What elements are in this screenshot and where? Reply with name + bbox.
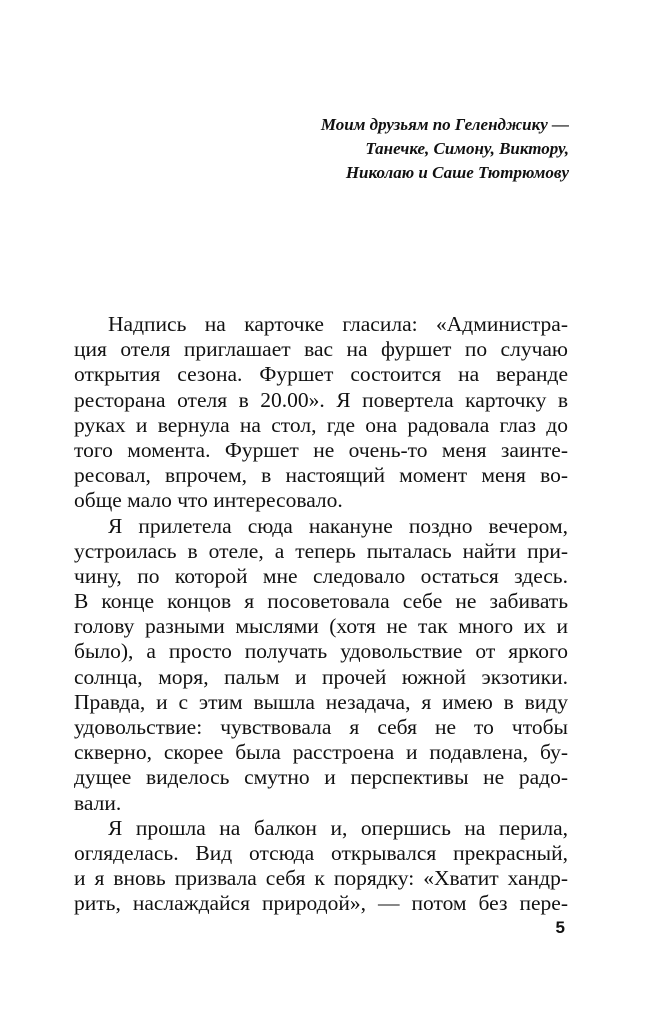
dedication-line: Николаю и Саше Тютрюмову: [345, 163, 569, 182]
text-line: Правда, и с этим вышла незадача, я имею в виду: [74, 689, 568, 714]
text-line: удовольствие: чувствовала я себя не то чтобы: [74, 715, 568, 739]
text-line: было), а просто получать удовольствие от яркого: [74, 639, 568, 664]
text-line: Я прошла на балкон и, опершись на перила,: [108, 815, 568, 840]
text-line: обще мало что интересовало.: [74, 488, 343, 513]
text-line: огляделась. Вид отсюда открывался прекрасный,: [74, 840, 568, 865]
text-line: Я прилетела сюда накануне поздно вечером,: [108, 513, 568, 538]
text-line: голову разными мыслями (хотя не так много их и: [74, 614, 568, 639]
text-line: того момента. Фуршет не очень-то меня заинте-: [74, 437, 568, 462]
text-line: вали.: [74, 790, 122, 815]
text-line: солнца, моря, пальм и прочей южной экзотики.: [74, 664, 568, 689]
text-line: В конце концов я посоветовала себе не забивать: [74, 589, 568, 614]
text-line: ресторана отеля в 20.00». Я повертела карточку в: [74, 387, 568, 412]
text-line: руках и вернула на стол, где она радовала глаз до: [74, 412, 568, 437]
dedication-line: Моим друзьям по Геленджику —: [320, 115, 569, 134]
dedication-line: Танечке, Симону, Виктору,: [365, 139, 569, 158]
text-line: дущее виделось смутно и перспективы не радо-: [74, 765, 568, 790]
dedication: [321, 113, 569, 185]
text-line: и я вновь призвала себя к порядку: «Хватит хандр-: [74, 866, 568, 891]
text-line: ция отеля приглашает вас на фуршет по случаю: [74, 337, 568, 362]
text-line: ресовал, впрочем, в настоящий момент меня во-: [74, 463, 568, 488]
text-line: устроилась в отеле, а теперь пыталась найти при-: [74, 538, 568, 563]
text-line: чину, по которой мне следовало остаться здесь.: [74, 563, 568, 588]
body-text: [74, 312, 568, 917]
text-line: рить, наслаждайся природой», — потом без пере-: [74, 891, 568, 916]
page-number: 5: [555, 918, 565, 937]
text-line: скверно, скорее была расстроена и подавлена, бу-: [74, 740, 568, 765]
text-line: Надпись на карточке гласила: «Администра-: [108, 312, 568, 336]
text-line: открытия сезона. Фуршет состоится на веранде: [74, 362, 568, 387]
